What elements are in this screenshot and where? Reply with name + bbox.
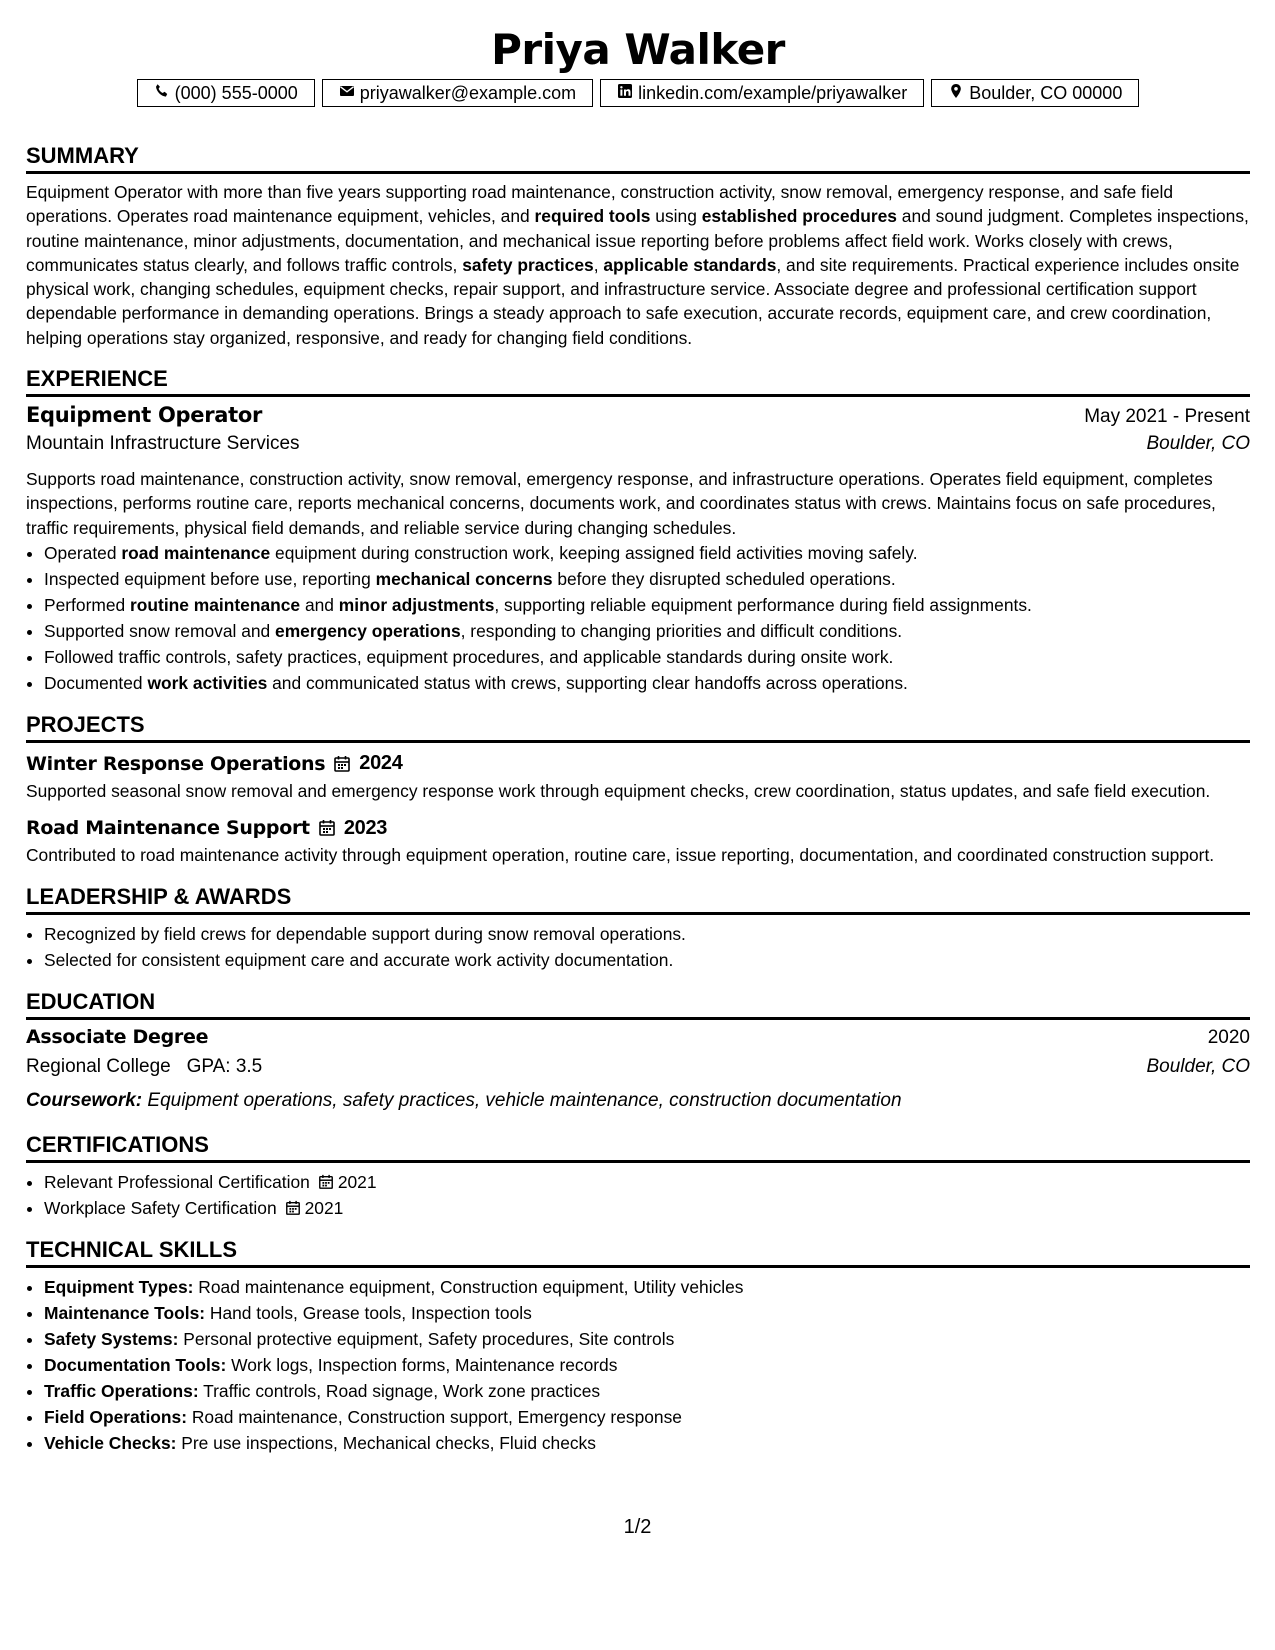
leadership-section xyxy=(26,882,1250,973)
phone-text: (000) 555-0000 xyxy=(174,82,298,103)
education-year: 2020 xyxy=(1207,1026,1250,1048)
skills-list xyxy=(26,1274,1250,1456)
school-name: Regional College xyxy=(26,1055,171,1077)
bullet-text: equipment during construction work, keeping assigned field activities moving safely. xyxy=(270,542,918,563)
skill-label: Safety Systems: xyxy=(44,1328,179,1349)
summary-part: , xyxy=(593,254,604,275)
certification-name: • Relevant Professional Certification xyxy=(44,1171,310,1192)
job-dates: May 2021 - Present xyxy=(1084,406,1250,428)
projects-section xyxy=(26,710,1250,868)
coursework xyxy=(26,1086,1250,1116)
leadership-list xyxy=(26,921,1250,973)
contact-linkedin[interactable] xyxy=(600,79,924,107)
contact-location xyxy=(931,79,1139,107)
section-title-summary: SUMMARY xyxy=(26,141,1250,174)
summary-emphasis: applicable standards xyxy=(603,254,777,275)
list-item xyxy=(44,1352,1250,1378)
list-item xyxy=(44,1274,1250,1300)
skill-label: Vehicle Checks: xyxy=(44,1432,177,1453)
gpa: GPA: 3.5 xyxy=(186,1055,263,1077)
skill-value: Traffic controls, Road signage, Work zone practices xyxy=(203,1380,601,1401)
list-item xyxy=(44,644,1250,670)
project-item xyxy=(26,749,1250,803)
section-title-leadership: LEADERSHIP & AWARDS xyxy=(26,882,1250,915)
project-year: 2024 xyxy=(359,752,403,775)
bullet-emphasis: emergency operations xyxy=(275,620,461,641)
summary-emphasis: established procedures xyxy=(701,206,897,227)
job-company: Mountain Infrastructure Services xyxy=(26,433,300,455)
list-item xyxy=(44,670,1250,696)
certification-name: • Workplace Safety Certification xyxy=(44,1197,277,1218)
summary-part: and sound judgment. Completes inspections, routine maintenance, minor adjustments, documentation, and mechanical issue reporting before problems affect field work. Works closely with crews, communicates status clearly, and follows traffic controls, xyxy=(26,206,1249,275)
list-item xyxy=(44,1300,1250,1326)
skill-value: Road maintenance equipment, Construction equipment, Utility vehicles xyxy=(198,1276,744,1297)
skill-label: Maintenance Tools: xyxy=(44,1302,206,1323)
calendar-icon xyxy=(318,1174,334,1190)
job-company-row xyxy=(26,433,1250,463)
calendar-icon xyxy=(318,819,336,837)
summary-part: , and site requirements. Practical experience includes onsite physical work, changing schedules, equipment checks, repair support, and infrastructure service. Associate degree and professional certification support dependable performance in demanding operations. Brings a steady approach to safe execution, accurate records, equipment care, and crew coordination, helping operations stay organized, responsive, and ready for changing field conditions. xyxy=(26,254,1240,348)
summary-emphasis: required tools xyxy=(534,206,651,227)
bullet-emphasis: road maintenance xyxy=(121,542,271,563)
bullet-text: before they disrupted scheduled operations. xyxy=(552,568,896,589)
list-item xyxy=(44,592,1250,618)
envelope-icon xyxy=(339,83,355,104)
skill-label: Equipment Types: xyxy=(44,1276,194,1297)
degree-name: Associate Degree xyxy=(26,1025,209,1048)
list-item xyxy=(44,1404,1250,1430)
list-item xyxy=(44,1195,1250,1221)
project-description: Supported seasonal snow removal and emergency response work through equipment checks, crew coordination, status updates, and safe field execution. xyxy=(26,780,1211,801)
skill-label: Documentation Tools: xyxy=(44,1354,227,1375)
list-item xyxy=(44,1378,1250,1404)
contact-email[interactable] xyxy=(322,79,593,107)
project-description: Contributed to road maintenance activity through equipment operation, routine care, issue reporting, documentation, and coordinated construction support. xyxy=(26,845,1215,866)
bullet-text: Performed xyxy=(44,594,131,615)
bullet-text: Supported snow removal and xyxy=(44,620,276,641)
certification-year: 2021 xyxy=(337,1171,377,1192)
skill-value: Pre use inspections, Mechanical checks, Fluid checks xyxy=(181,1432,596,1453)
job-bullets xyxy=(26,540,1250,696)
skill-label: Field Operations: xyxy=(44,1406,188,1427)
list-item xyxy=(44,618,1250,644)
section-title-education: EDUCATION xyxy=(26,987,1250,1020)
bullet-text: Operated xyxy=(44,542,122,563)
project-title-row xyxy=(26,813,1250,843)
phone-icon xyxy=(154,83,170,104)
bullet-emphasis: mechanical concerns xyxy=(375,568,553,589)
contact-bar xyxy=(26,79,1250,107)
project-name: Road Maintenance Support xyxy=(26,817,310,840)
education-section xyxy=(26,987,1250,1116)
calendar-icon xyxy=(285,1200,301,1216)
project-year: 2023 xyxy=(343,816,388,839)
bullet-emphasis: routine maintenance xyxy=(130,594,301,615)
section-title-projects: PROJECTS xyxy=(26,710,1250,743)
certification-year: 2021 xyxy=(304,1197,344,1218)
school-info xyxy=(26,1056,262,1078)
skills-section xyxy=(26,1235,1250,1456)
page-number: 1/2 xyxy=(623,1516,652,1538)
job-header xyxy=(26,403,1250,433)
resume-page xyxy=(26,0,1250,1456)
list-item: • Recognized by field crews for dependable support during snow removal operations. xyxy=(44,921,1250,947)
calendar-icon xyxy=(333,755,351,773)
summary-emphasis: safety practices xyxy=(462,254,594,275)
education-school-row xyxy=(26,1056,1250,1086)
school-location: Boulder, CO xyxy=(1146,1055,1250,1077)
list-item xyxy=(44,1326,1250,1352)
project-item xyxy=(26,813,1250,867)
summary-part: Equipment Operator with more than five years supporting road maintenance, construction activity, snow removal, emergency response, and safe field operations. Operates road maintenance equipment, vehicles, and xyxy=(26,182,1174,227)
bullet-text: Inspected equipment before use, reporting xyxy=(44,568,376,589)
candidate-name: Priya Walker xyxy=(491,25,785,74)
location-text: Boulder, CO 00000 xyxy=(969,82,1123,103)
section-title-experience: EXPERIENCE xyxy=(26,364,1250,397)
list-item xyxy=(44,566,1250,592)
list-item xyxy=(44,1169,1250,1195)
certifications-section xyxy=(26,1130,1250,1221)
bullet-emphasis: minor adjustments xyxy=(338,594,495,615)
skill-value: Work logs, Inspection forms, Maintenance records xyxy=(231,1354,618,1375)
skill-value: Personal protective equipment, Safety procedures, Site controls xyxy=(183,1328,675,1349)
bullet-text: Documented xyxy=(44,672,148,693)
project-title-row xyxy=(26,749,1250,779)
bullet-text: , responding to changing priorities and difficult conditions. xyxy=(460,620,903,641)
section-title-certifications: CERTIFICATIONS xyxy=(26,1130,1250,1163)
coursework-label: Coursework: xyxy=(26,1089,143,1111)
skill-value: Hand tools, Grease tools, Inspection tools xyxy=(209,1302,532,1323)
contact-phone[interactable] xyxy=(137,79,315,107)
summary-section xyxy=(26,141,1250,350)
bullet-text: and xyxy=(300,594,339,615)
coursework-list: Equipment operations, safety practices, vehicle maintenance, construction documentation xyxy=(147,1089,902,1111)
list-item: • Selected for consistent equipment care and accurate work activity documentation. xyxy=(44,947,1250,973)
summary-text xyxy=(26,180,1250,350)
job-description: Supports road maintenance, construction activity, snow removal, emergency response, and infrastructure operations. Operates field equipment, completes inspections, performs routine care, reports mechanical concerns, documents work, and coordinates status with crews. Maintains focus on safe procedures, traffic requirements, physical field demands, and reliable service during changing schedules. xyxy=(26,469,1216,538)
job-location: Boulder, CO xyxy=(1146,433,1250,455)
bullet-emphasis: work activities xyxy=(147,672,268,693)
skill-value: Road maintenance, Construction support, Emergency response xyxy=(191,1406,682,1427)
experience-section xyxy=(26,364,1250,696)
project-name: Winter Response Operations xyxy=(26,752,326,775)
linkedin-icon xyxy=(617,83,633,104)
bullet-text: Followed traffic controls, safety practices, equipment procedures, and applicable standards during onsite work. xyxy=(44,646,894,667)
linkedin-text: linkedin.com/example/priyawalker xyxy=(638,82,908,103)
bullet-text: and communicated status with crews, supporting clear handoffs across operations. xyxy=(267,672,908,693)
education-header xyxy=(26,1026,1250,1056)
map-pin-icon xyxy=(948,83,964,104)
bullet-text: , supporting reliable equipment performance during field assignments. xyxy=(494,594,1032,615)
list-item xyxy=(44,540,1250,566)
section-title-skills: TECHNICAL SKILLS xyxy=(26,1235,1250,1268)
skill-label: Traffic Operations: xyxy=(44,1380,199,1401)
summary-part: using xyxy=(650,206,702,227)
certifications-list xyxy=(26,1169,1250,1221)
list-item xyxy=(44,1430,1250,1456)
email-text: priyawalker@example.com xyxy=(359,82,577,103)
job-title: Equipment Operator xyxy=(26,403,263,428)
